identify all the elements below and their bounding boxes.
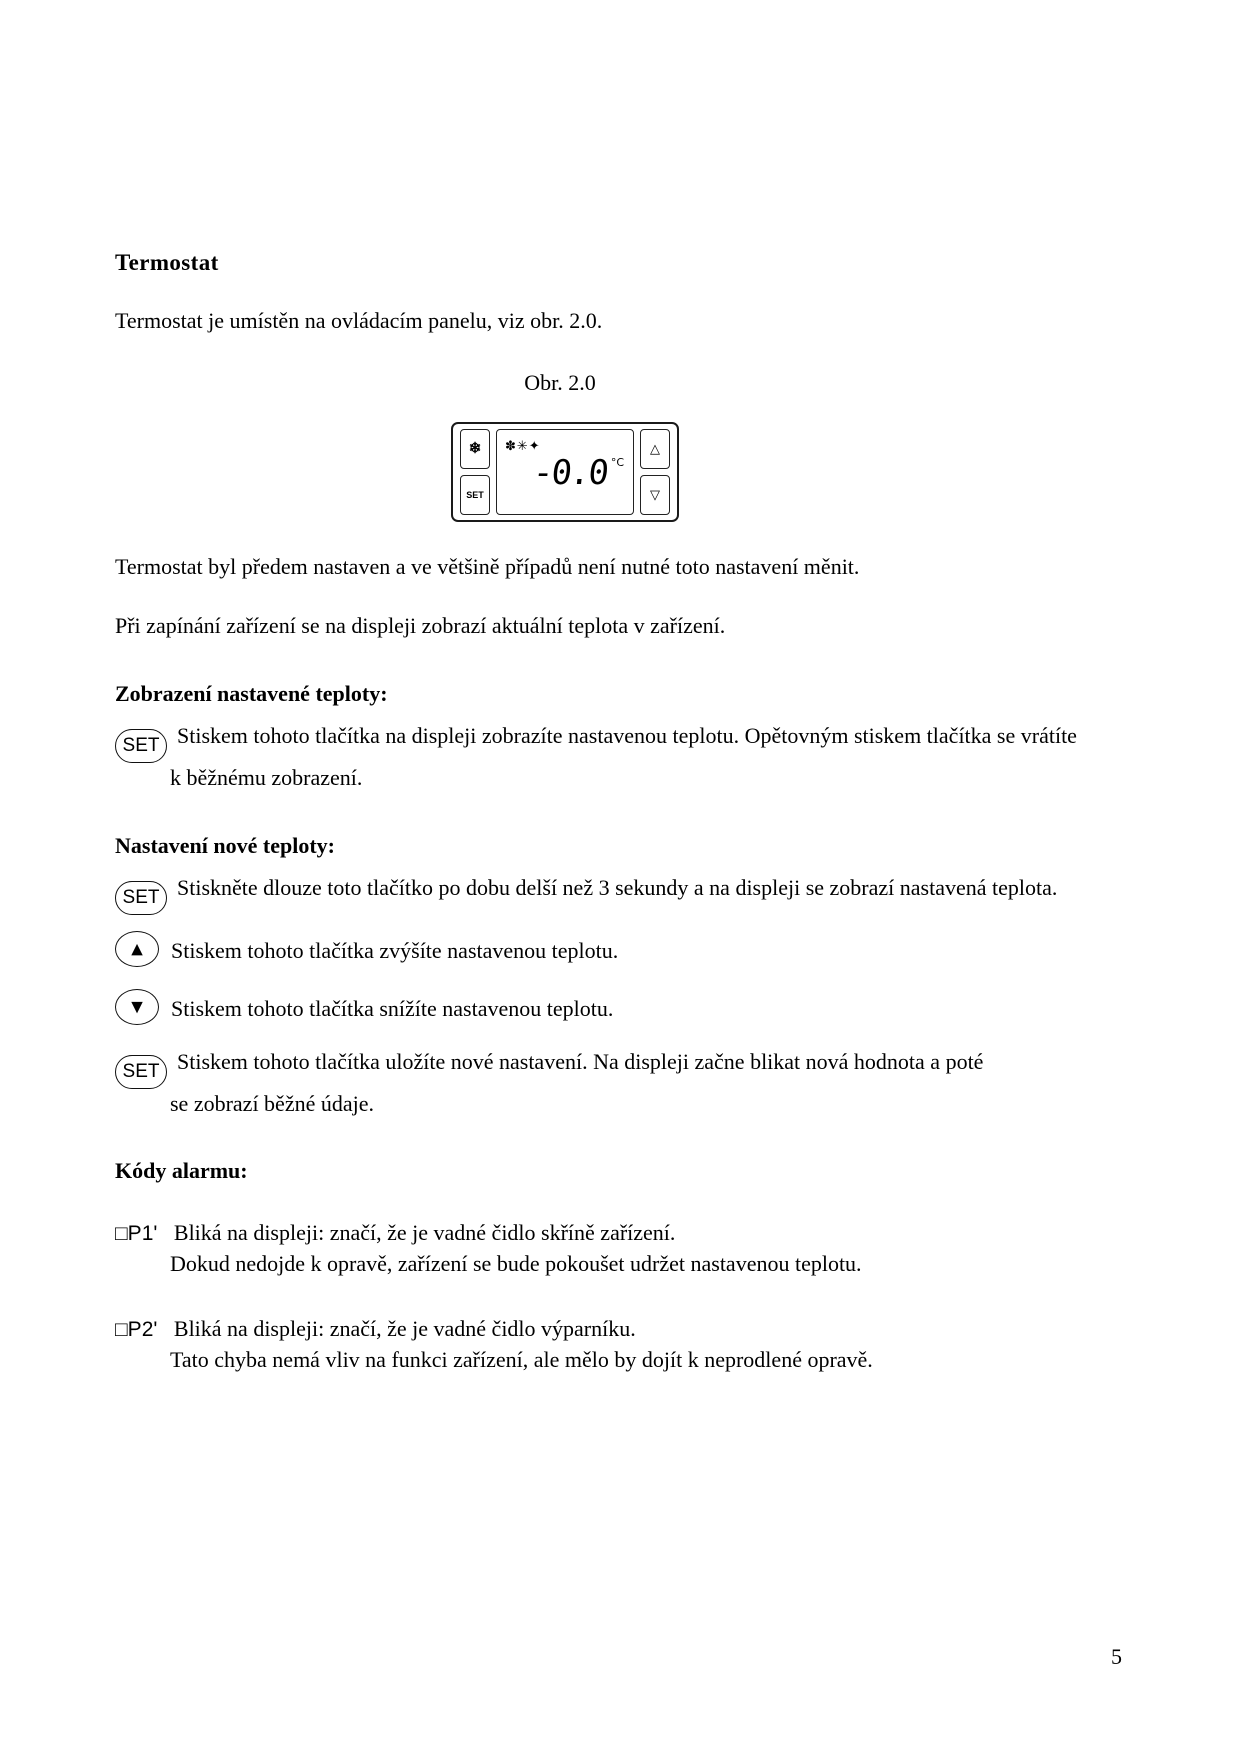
display-temperature-value: -0.0 (531, 452, 610, 493)
alarm-text: Bliká na displeji: značí, že je vadné čidlo výparníku. (173, 1316, 636, 1342)
thermostat-left-buttons (458, 429, 492, 515)
instruction-row (115, 721, 1125, 793)
triangle-up-icon: ▲ (131, 939, 143, 958)
thermostat-display (496, 429, 634, 515)
instruction-text: Stiskem tohoto tlačítka snížíte nastavenou teplotu. (171, 995, 614, 1021)
alarm-code: □P2' (115, 1318, 158, 1342)
instruction-row (115, 931, 1125, 975)
thermostat-figure (115, 422, 1125, 522)
alarm-subtext: Tato chyba nemá vliv na funkci zařízení, ale mělo by dojít k neprodlené opravě. (170, 1346, 873, 1372)
arrow-up-button[interactable] (640, 429, 670, 469)
alarm-item (115, 1218, 1125, 1280)
paragraph-after-figure-1: Termostat byl předem nastaven a ve většině případů není nutné toto nastavení měnit. (115, 553, 860, 579)
page-title: Termostat (115, 250, 219, 275)
instruction-text: Stiskem tohoto tlačítka zvýšíte nastavenou teplotu. (171, 937, 619, 963)
alarm-text: Bliká na displeji: značí, že je vadné čidlo skříně zařízení. (173, 1220, 676, 1246)
intro-paragraph: Termostat je umístěn na ovládacím panelu, viz obr. 2.0. (115, 308, 603, 333)
instruction-row (115, 873, 1125, 917)
arrow-down-button-icon[interactable] (115, 989, 159, 1025)
instruction-text: Stiskem tohoto tlačítka uložíte nové nastavení. Na displeji začne blikat nová hodnota a poté (177, 1048, 984, 1074)
triangle-down-icon: ▼ (131, 997, 143, 1016)
arrow-down-button[interactable] (640, 475, 670, 515)
set-button-icon[interactable]: SET (115, 881, 167, 915)
arrow-up-button-icon[interactable] (115, 931, 159, 967)
set-button[interactable]: SET (460, 475, 490, 515)
fan-icon: ❄ (468, 440, 482, 458)
thermostat-right-buttons (638, 429, 672, 515)
thermostat-device (451, 422, 679, 522)
status-icons: ✽✳✦ (505, 438, 541, 454)
figure-caption: Obr. 2.0 (524, 369, 596, 395)
instruction-text-line2: k běžnému zobrazení. (170, 765, 363, 791)
set-button-icon[interactable]: SET (115, 1055, 167, 1089)
subsection-heading-set-temp: Nastavení nové teploty: (115, 832, 335, 858)
fan-button[interactable] (460, 429, 490, 469)
page-number: 5 (1111, 1644, 1122, 1669)
instruction-row (115, 989, 1125, 1033)
set-button-icon[interactable]: SET (115, 729, 167, 763)
instruction-text: Stiskem tohoto tlačítka na displeji zobrazíte nastavenou teplotu. Opětovným stiskem tlačítka se vrátíte (177, 723, 1077, 749)
instruction-text: Stiskněte dlouze toto tlačítko po dobu delší než 3 sekundy a na displeji se zobrazí nastavená teplota. (177, 874, 1058, 900)
subsection-heading-display-temp: Zobrazení nastavené teploty: (115, 681, 388, 707)
paragraph-after-figure-2: Při zapínání zařízení se na displeji zobrazí aktuální teplota v zařízení. (115, 613, 726, 639)
display-temperature-unit: °C (610, 455, 624, 469)
alarm-code: □P1' (115, 1222, 158, 1246)
instruction-row (115, 1047, 1125, 1119)
instruction-text-line2: se zobrazí běžné údaje. (170, 1090, 374, 1116)
alarm-item (115, 1314, 1125, 1376)
triangle-down-icon: ▽ (650, 486, 660, 502)
subsection-heading-alarm-codes: Kódy alarmu: (115, 1158, 248, 1184)
page-content (115, 250, 1125, 1376)
triangle-up-icon: △ (650, 440, 660, 456)
alarm-subtext: Dokud nedojde k opravě, zařízení se bude pokoušet udržet nastavenou teplotu. (170, 1251, 862, 1277)
